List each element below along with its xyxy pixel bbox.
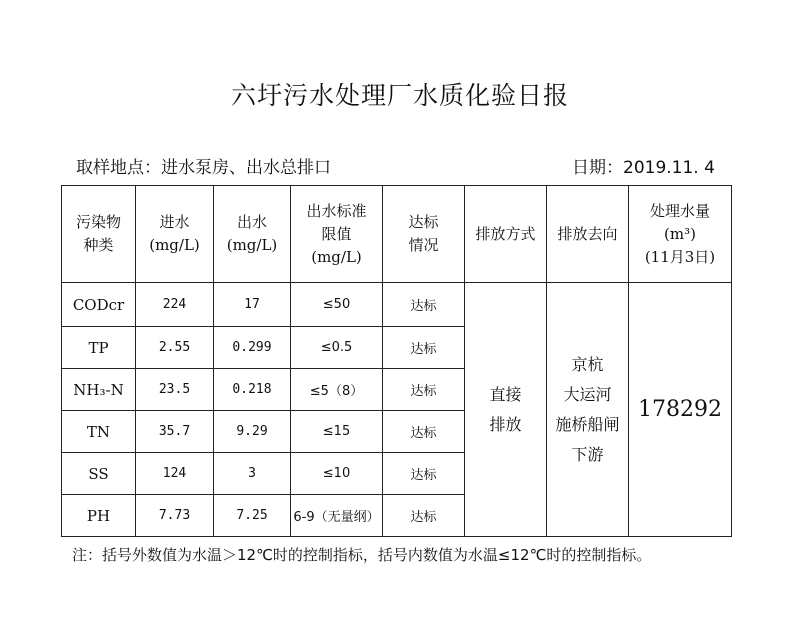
- standard-limit: ≤5（8）: [291, 369, 383, 411]
- header-volume: 处理水量 (m³) (11月3日): [629, 186, 732, 283]
- influent-value: 35.7: [136, 411, 214, 453]
- compliance-status: 达标: [383, 369, 465, 411]
- sampling-location: 取样地点：进水泵房、出水总排口: [76, 158, 331, 178]
- influent-value: 23.5: [136, 369, 214, 411]
- pollutant-name: SS: [62, 453, 136, 495]
- water-quality-table: [61, 185, 732, 537]
- compliance-status: 达标: [383, 327, 465, 369]
- discharge-method: 直接 排放: [465, 283, 547, 537]
- effluent-value: 3: [214, 453, 291, 495]
- pollutant-name: TP: [62, 327, 136, 369]
- treated-volume: 178292: [629, 283, 732, 537]
- compliance-status: 达标: [383, 453, 465, 495]
- header-influent: 进水 (mg/L): [136, 186, 214, 283]
- standard-limit: ≤15: [291, 411, 383, 453]
- effluent-value: 17: [214, 283, 291, 327]
- table-row: [62, 283, 732, 327]
- standard-limit: 6-9（无量纲）: [291, 495, 383, 537]
- header-pollutant: 污染物 种类: [62, 186, 136, 283]
- footnote: 注：括号外数值为水温＞12℃时的控制指标，括号内数值为水温≤12℃时的控制指标。: [72, 546, 652, 564]
- effluent-value: 0.299: [214, 327, 291, 369]
- header-discharge-method: 排放方式: [465, 186, 547, 283]
- header-row: [62, 186, 732, 283]
- influent-value: 124: [136, 453, 214, 495]
- header-effluent: 出水 (mg/L): [214, 186, 291, 283]
- effluent-value: 7.25: [214, 495, 291, 537]
- effluent-value: 0.218: [214, 369, 291, 411]
- header-standard: 出水标准 限值 (mg/L): [291, 186, 383, 283]
- discharge-destination: 京杭 大运河 施桥船闸 下游: [547, 283, 629, 537]
- pollutant-name: TN: [62, 411, 136, 453]
- standard-limit: ≤50: [291, 283, 383, 327]
- report-title: 六圩污水处理厂水质化验日报: [230, 81, 569, 110]
- standard-limit: ≤0.5: [291, 327, 383, 369]
- pollutant-name: CODcr: [62, 283, 136, 327]
- influent-value: 2.55: [136, 327, 214, 369]
- header-compliance: 达标 情况: [383, 186, 465, 283]
- report-date: 日期：2019.11. 4: [572, 158, 715, 178]
- pollutant-name: PH: [62, 495, 136, 537]
- effluent-value: 9.29: [214, 411, 291, 453]
- compliance-status: 达标: [383, 283, 465, 327]
- pollutant-name: NH₃-N: [62, 369, 136, 411]
- standard-limit: ≤10: [291, 453, 383, 495]
- influent-value: 224: [136, 283, 214, 327]
- header-discharge-destination: 排放去向: [547, 186, 629, 283]
- compliance-status: 达标: [383, 411, 465, 453]
- influent-value: 7.73: [136, 495, 214, 537]
- compliance-status: 达标: [383, 495, 465, 537]
